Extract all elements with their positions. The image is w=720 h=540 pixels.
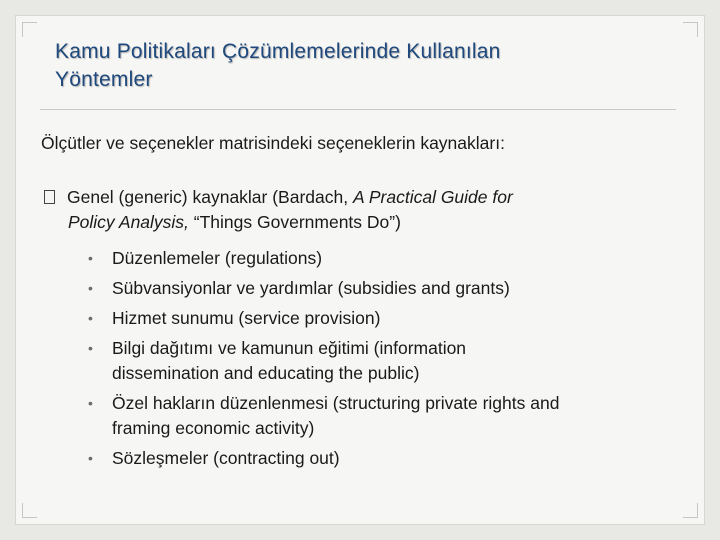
list-item xyxy=(88,446,700,471)
main-item-text-before: Genel (generic) kaynaklar (Bardach, xyxy=(67,187,353,207)
checkbox-bullet-icon xyxy=(44,190,55,204)
bullet-icon: • xyxy=(88,250,93,266)
list-item-text-continued: dissemination and educating the public) xyxy=(112,363,420,383)
corner-decoration-icon xyxy=(22,22,37,37)
list-item-text: Sübvansiyonlar ve yardımlar (subsidies and grants) xyxy=(112,278,510,298)
corner-decoration-icon xyxy=(683,22,698,37)
slide-title-line1: Kamu Politikaları Çözümlemelerinde Kullanılan xyxy=(55,40,501,63)
main-item-italic-1: A Practical Guide for xyxy=(352,187,513,207)
bullet-icon: • xyxy=(88,280,93,296)
bullet-icon: • xyxy=(88,395,93,411)
list-item xyxy=(88,306,700,331)
corner-decoration-icon xyxy=(683,503,698,518)
list-item-text: Özel hakların düzenlenmesi (structuring private rights and xyxy=(112,393,560,413)
list-item-text: Hizmet sunumu (service provision) xyxy=(112,308,381,328)
bullet-icon: • xyxy=(88,450,93,466)
list-item xyxy=(88,246,700,271)
corner-decoration-icon xyxy=(22,503,37,518)
main-item-italic-2: Policy Analysis, xyxy=(68,212,189,232)
slide-title-line2: Yöntemler xyxy=(55,68,153,91)
list-item xyxy=(88,276,700,301)
intro-text: Ölçütler ve seçenekler matrisindeki seçeneklerin kaynakları: xyxy=(41,133,505,153)
main-list-item xyxy=(44,185,684,235)
bullet-icon: • xyxy=(88,310,93,326)
title-divider xyxy=(40,109,676,110)
list-item xyxy=(88,391,700,441)
list-item-text: Sözleşmeler (contracting out) xyxy=(112,448,340,468)
slide-title xyxy=(55,38,655,94)
list-item-text-continued: framing economic activity) xyxy=(112,418,315,438)
sub-list xyxy=(88,246,700,476)
list-item xyxy=(88,336,700,386)
main-item-text-after: “Things Governments Do”) xyxy=(188,212,401,232)
list-item-text: Bilgi dağıtımı ve kamunun eğitimi (information xyxy=(112,338,467,358)
bullet-icon: • xyxy=(88,340,93,356)
list-item-text: Düzenlemeler (regulations) xyxy=(112,248,323,268)
